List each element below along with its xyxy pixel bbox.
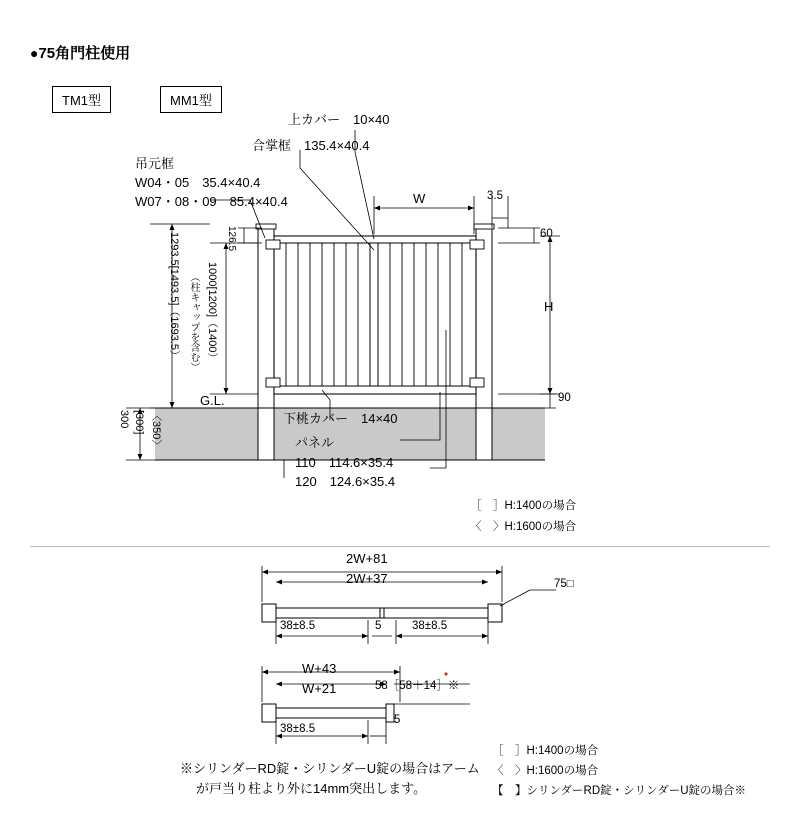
plan-double-dim-left: 38±8.5 xyxy=(280,620,316,632)
note-bottom-cylinder: 【 】シリンダーRD錠・シリンダーU錠の場合※ xyxy=(492,785,746,797)
callout-upper-cover: 上カバー 10×40 xyxy=(288,112,390,127)
callout-gassho-frame: 合掌框 135.4×40.4 xyxy=(252,138,370,153)
callout-hinge-frame-title: 吊元框 xyxy=(135,156,175,171)
callout-panel-110: 110 114.6×35.4 xyxy=(295,455,394,470)
plan-single-dim-outer: W+43 xyxy=(302,661,337,676)
plan-single-dim-left: 38±8.5 xyxy=(280,723,316,735)
callout-panel-120: 120 124.6×35.4 xyxy=(295,474,396,489)
plan-single-dim-arm: 58［58＋14］※ xyxy=(375,680,460,692)
model-tag-mm1-label: MM1型 xyxy=(170,93,212,108)
dim-w-label: W xyxy=(413,191,426,206)
dim-60-label: 60 xyxy=(540,228,553,240)
plan-double-dim-right: 38±8.5 xyxy=(412,620,448,632)
note-top-h1400: ［ ］H:1400の場合 xyxy=(470,500,577,512)
footnote-line2: が戸当り柱より外に14mm突出します。 xyxy=(196,781,427,796)
note-top-h1600: 〈 〉H:1600の場合 xyxy=(470,521,577,533)
plan-single-dim-right: 5 xyxy=(394,714,401,726)
dim-350-label: 〈350〉 xyxy=(150,410,162,451)
dim-300-label: 300 xyxy=(118,410,130,429)
page-title: 75角門柱使用 xyxy=(38,45,131,62)
dim-126-5-label: 126.5 xyxy=(226,226,237,252)
section-divider xyxy=(30,546,770,547)
callout-panel: パネル xyxy=(295,435,335,450)
callout-hinge-frame-w070809: W07・08・09 85.4×40.4 xyxy=(135,194,288,209)
dim-h-label: H xyxy=(544,299,554,314)
dim-3-5-label: 3.5 xyxy=(487,190,503,202)
dim-1293-label: 1293.5[1493.5]（1693.5） xyxy=(168,232,180,362)
note-bottom-h1600: 〈 〉H:1600の場合 xyxy=(492,765,599,777)
gl-label: G.L. xyxy=(200,393,225,408)
note-bottom-h1400: ［ ］H:1400の場合 xyxy=(492,745,599,757)
dim-inner-bracket-label: 1000[1200]（1400） xyxy=(206,262,218,364)
callout-lower-rail-cover: 下桃カバー 14×40 xyxy=(283,411,398,426)
model-tag-tm1-label: TM1型 xyxy=(62,93,102,108)
footnote-line1: ※シリンダーRD錠・シリンダーU錠の場合はアーム xyxy=(180,761,480,776)
dim-post-cap-label: （柱キャップを含む） xyxy=(188,272,199,372)
plan-single-dim-inner: W+21 xyxy=(302,681,337,696)
dim-90-label: 90 xyxy=(558,392,571,404)
plan-double-dim-center: 5 xyxy=(375,620,382,632)
plan-double-dim-outer: 2W+81 xyxy=(346,551,388,566)
callout-hinge-frame-w0405: W04・05 35.4×40.4 xyxy=(135,175,261,190)
dim-300-bracket-label: [300] xyxy=(133,410,145,435)
bullet-icon: ● xyxy=(30,45,39,61)
plan-double-dim-inner: 2W+37 xyxy=(346,571,388,586)
plan-double-dim-post: 75□ xyxy=(554,578,574,590)
